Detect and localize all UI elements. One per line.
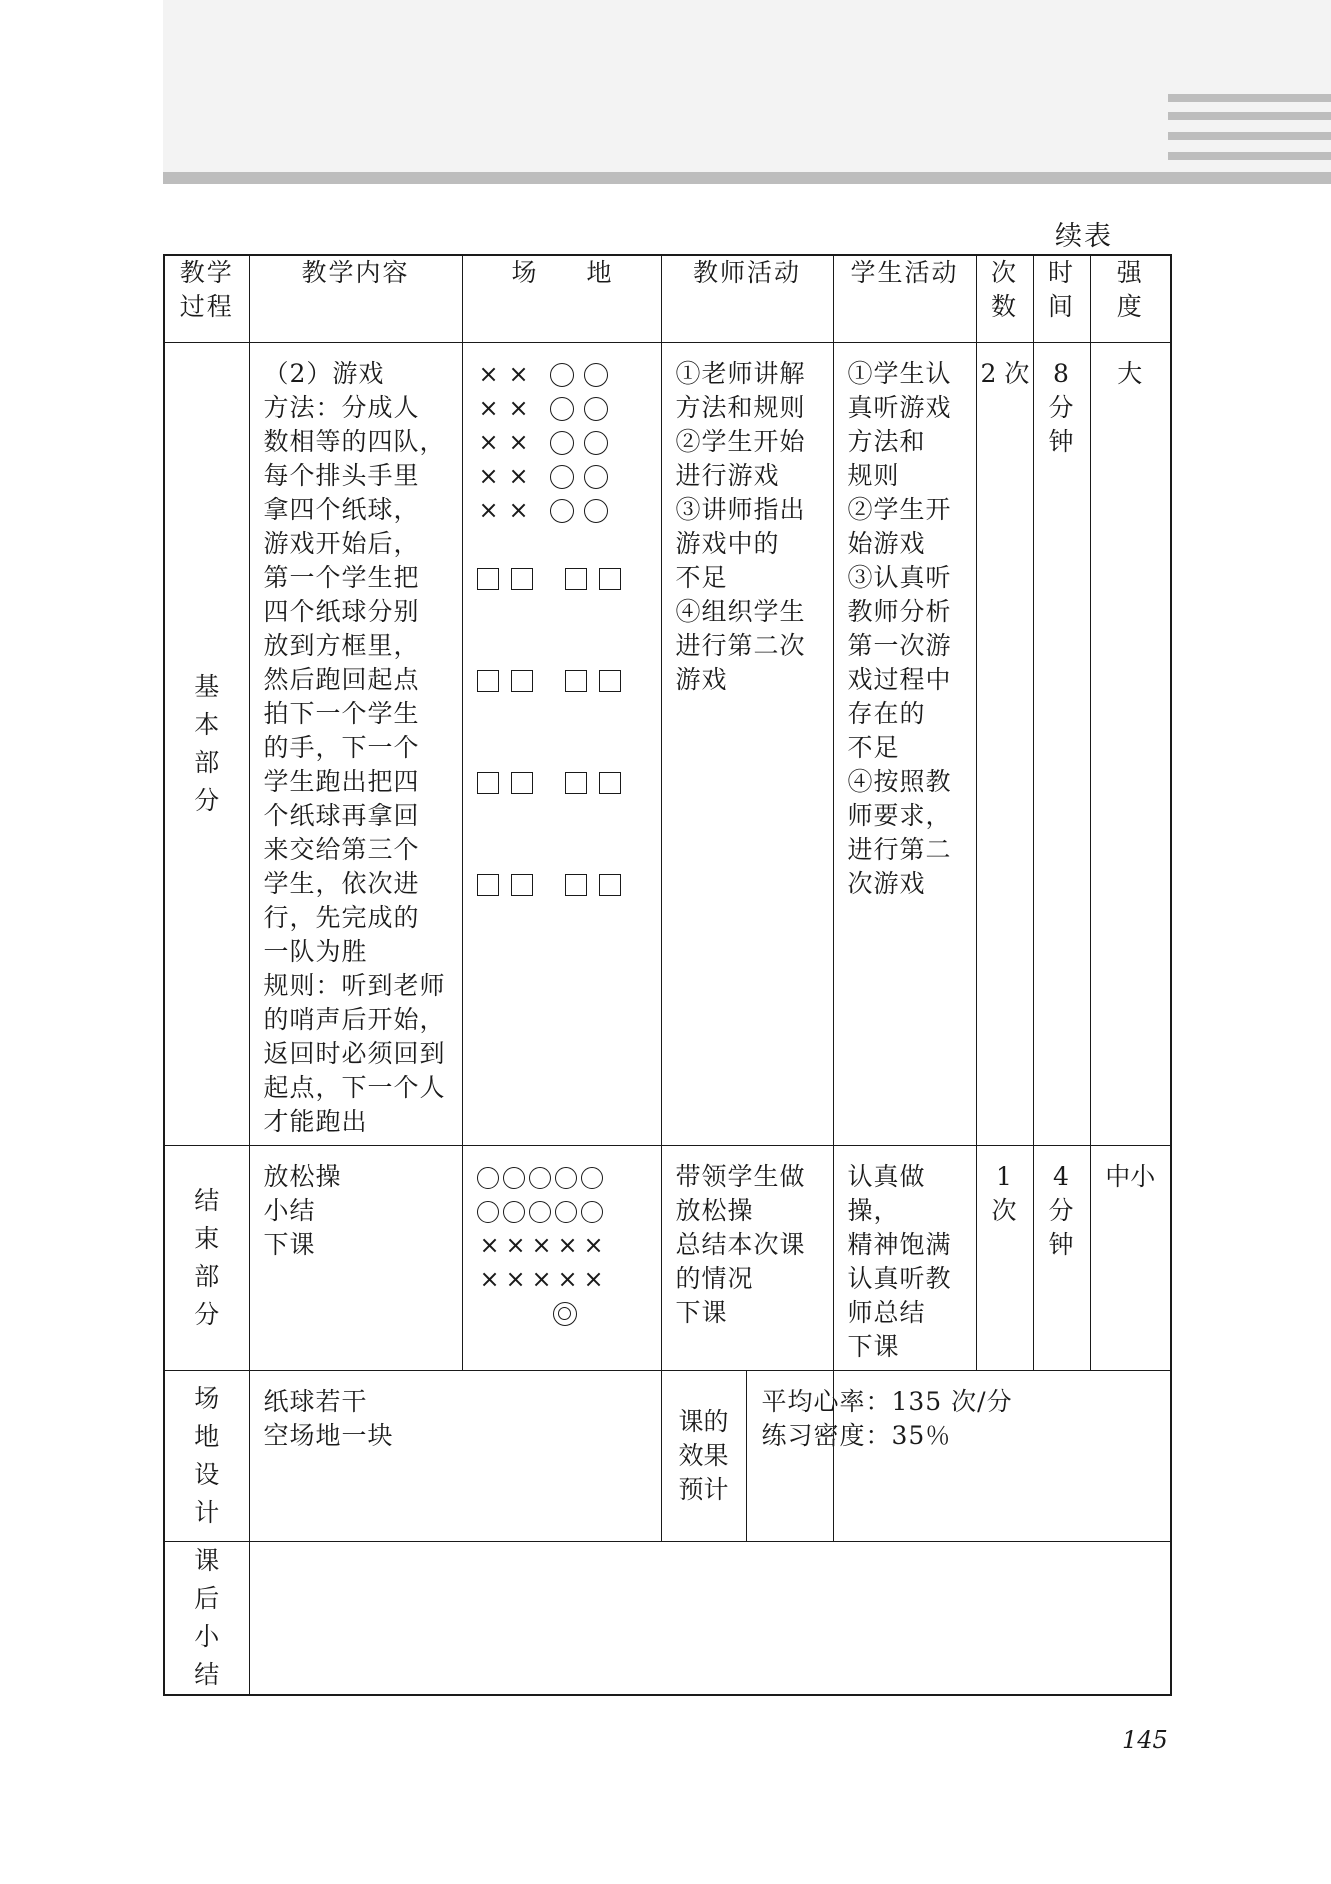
student-marker-icon: × [531, 1265, 552, 1293]
basic-field-diagram [463, 343, 661, 901]
ending-intensity: 中小 [1105, 1162, 1156, 1191]
basic-teacher-activity: ①老师讲解 方法和规则 ②学生开始 进行游戏 ③讲师指出 游戏中的 不足 ④组织学生 进行第二次 游戏 [675, 359, 806, 694]
square-icon [477, 772, 499, 794]
effect-estimate-content: 平均心率：135 次/分 练习密度：35％ [761, 1387, 1013, 1450]
circle-icon [503, 1201, 525, 1223]
student-marker-icon: × [505, 1231, 526, 1259]
square-icon [599, 874, 621, 896]
student-marker-icon: × [478, 360, 505, 388]
square-icon [599, 772, 621, 794]
ending-student-activity: 认真做操， 精神饱满 认真听教 师总结 下课 [847, 1162, 952, 1361]
header-duration: 时 间 [1047, 258, 1075, 321]
student-marker-icon: × [508, 428, 535, 456]
square-icon [565, 568, 587, 590]
student-marker-icon: × [505, 1265, 526, 1293]
basic-intensity: 大 [1117, 359, 1144, 388]
student-marker-icon: × [478, 394, 505, 422]
student-marker-icon: × [479, 1231, 500, 1259]
student-marker-icon: × [557, 1231, 578, 1259]
summary-row [164, 1542, 1171, 1696]
basic-content: （2）游戏 方法：分成人 数相等的四队， 每个排头手里 拿四个纸球， 游戏开始后， 第一个学生把 四个纸球分别 放到方框里， 然后跑回起点 拍下一个学生 的手，下一个 学生跑出把四 个纸球再拿回 来交给第三个 学生，依次进 行，先完成的 一队为胜 规则：听到老师 的哨声后开始， 返回时必须回到 起点，下一个人 才能跑出 [263, 359, 446, 1136]
student-marker-icon: × [583, 1231, 604, 1259]
ending-duration: 4 分 钟 [1048, 1162, 1075, 1259]
header-field: 场 地 [511, 258, 612, 287]
student-marker-icon: × [508, 360, 535, 388]
basic-duration: 8 分 钟 [1048, 359, 1075, 456]
header-student: 学生活动 [850, 258, 959, 287]
header-stripe [1168, 152, 1331, 160]
square-icon [477, 874, 499, 896]
square-icon [599, 568, 621, 590]
ending-times: 1 次 [991, 1162, 1018, 1225]
basic-part-label: 基本部分 [194, 672, 220, 815]
student-marker-icon: × [508, 394, 535, 422]
header-times: 次 数 [990, 258, 1018, 321]
square-icon [511, 772, 533, 794]
summary-label: 课后小结 [194, 1546, 220, 1689]
student-marker-icon: × [531, 1231, 552, 1259]
circle-icon [550, 397, 574, 421]
header-teacher: 教师活动 [692, 258, 801, 287]
circle-icon [581, 1167, 603, 1189]
student-marker-icon: × [478, 428, 505, 456]
circle-icon [550, 499, 574, 523]
ending-part-label: 结束部分 [194, 1186, 220, 1329]
circle-icon [584, 465, 608, 489]
circle-icon [584, 499, 608, 523]
header-stripe [1168, 132, 1331, 140]
basic-student-activity: ①学生认 真听游戏 方法和 规则 ②学生开 始游戏 ③认真听 教师分析 第一次游 戏过程中 存在的 不足 ④按照教 师要求， 进行第二 次游戏 [847, 359, 952, 898]
site-design-content: 纸球若干 空场地一块 [263, 1387, 394, 1450]
circle-icon [555, 1201, 577, 1223]
ending-part-row [164, 1146, 1171, 1371]
header-row [164, 255, 1171, 343]
student-marker-icon: × [508, 496, 535, 524]
page-number: 145 [1122, 1726, 1168, 1754]
student-marker-icon: × [508, 462, 535, 490]
square-icon [599, 670, 621, 692]
header-band [163, 0, 1331, 172]
circle-icon [477, 1167, 499, 1189]
circle-icon [555, 1167, 577, 1189]
square-icon [565, 874, 587, 896]
circle-icon [550, 431, 574, 455]
circle-icon [529, 1201, 551, 1223]
square-icon [565, 772, 587, 794]
square-icon [565, 670, 587, 692]
circle-icon [550, 363, 574, 387]
double-circle-icon [553, 1302, 577, 1326]
header-stripe [1168, 94, 1331, 102]
square-icon [511, 670, 533, 692]
header-intensity: 强 度 [1116, 258, 1144, 321]
student-marker-icon: × [478, 462, 505, 490]
summary-content [250, 1542, 1171, 1562]
square-icon [477, 568, 499, 590]
basic-part-row [164, 343, 1171, 1146]
header-stripe [1168, 112, 1331, 120]
circle-icon [477, 1201, 499, 1223]
effect-estimate-label: 课的 效果 预计 [678, 1407, 729, 1504]
basic-times: 2 次 [980, 359, 1030, 388]
student-marker-icon: × [479, 1265, 500, 1293]
site-design-label: 场地设计 [194, 1384, 220, 1527]
circle-icon [581, 1201, 603, 1223]
circle-icon [584, 397, 608, 421]
ending-content: 放松操 小结 下课 [263, 1162, 342, 1259]
lesson-plan-table [163, 254, 1172, 1696]
student-marker-icon: × [557, 1265, 578, 1293]
header-content: 教学内容 [301, 258, 410, 287]
square-icon [511, 874, 533, 896]
circle-icon [550, 465, 574, 489]
square-icon [511, 568, 533, 590]
header-rule [163, 172, 1331, 184]
site-design-row [164, 1371, 1171, 1542]
square-icon [477, 670, 499, 692]
circle-icon [584, 431, 608, 455]
header-process: 教学 过程 [179, 258, 234, 321]
ending-field-diagram [463, 1146, 661, 1330]
circle-icon [503, 1167, 525, 1189]
continued-label: 续表 [1055, 221, 1113, 252]
student-marker-icon: × [583, 1265, 604, 1293]
ending-teacher-activity: 带领学生做 放松操 总结本次课 的情况 下课 [675, 1162, 806, 1327]
circle-icon [584, 363, 608, 387]
circle-icon [529, 1167, 551, 1189]
student-marker-icon: × [478, 496, 505, 524]
